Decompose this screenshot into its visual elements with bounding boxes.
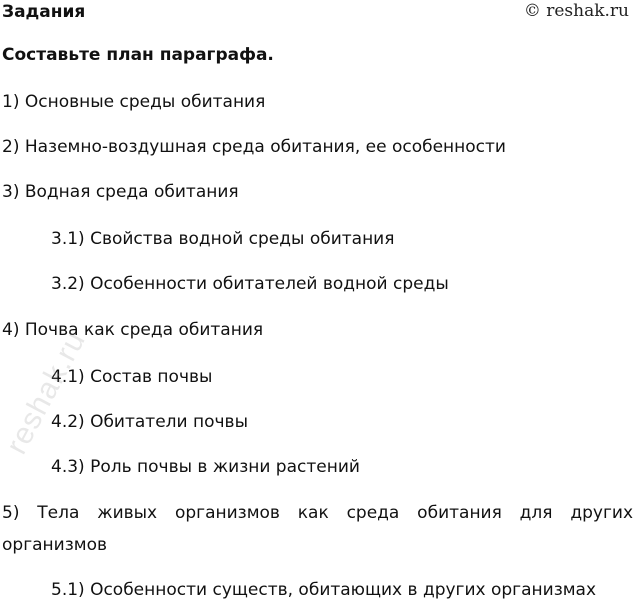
plan-subitem: 4.1) Состав почвы <box>51 367 213 387</box>
plan-subitem: 5.1) Особенности существ, обитающих в других организмах <box>51 580 597 600</box>
section-heading: Задания <box>2 2 86 22</box>
plan-item: 3) Водная среда обитания <box>2 182 239 202</box>
plan-item: 2) Наземно-воздушная среда обитания, ее особенности <box>2 137 506 157</box>
plan-item: 1) Основные среды обитания <box>2 92 266 112</box>
plan-subitem: 4.3) Роль почвы в жизни растений <box>51 457 360 477</box>
plan-subitem: 3.2) Особенности обитателей водной среды <box>51 274 449 294</box>
copyright-label: © reshak.ru <box>523 1 629 21</box>
plan-item: 5) Тела живых организмов как среда обитания для других организмов <box>2 503 633 555</box>
plan-item: 4) Почва как среда обитания <box>2 320 264 340</box>
task-title: Составьте план параграфа. <box>2 45 274 65</box>
plan-subitem: 3.1) Свойства водной среды обитания <box>51 229 395 249</box>
plan-subitem: 4.2) Обитатели почвы <box>51 412 248 432</box>
watermark: reshak.ru <box>0 325 93 460</box>
